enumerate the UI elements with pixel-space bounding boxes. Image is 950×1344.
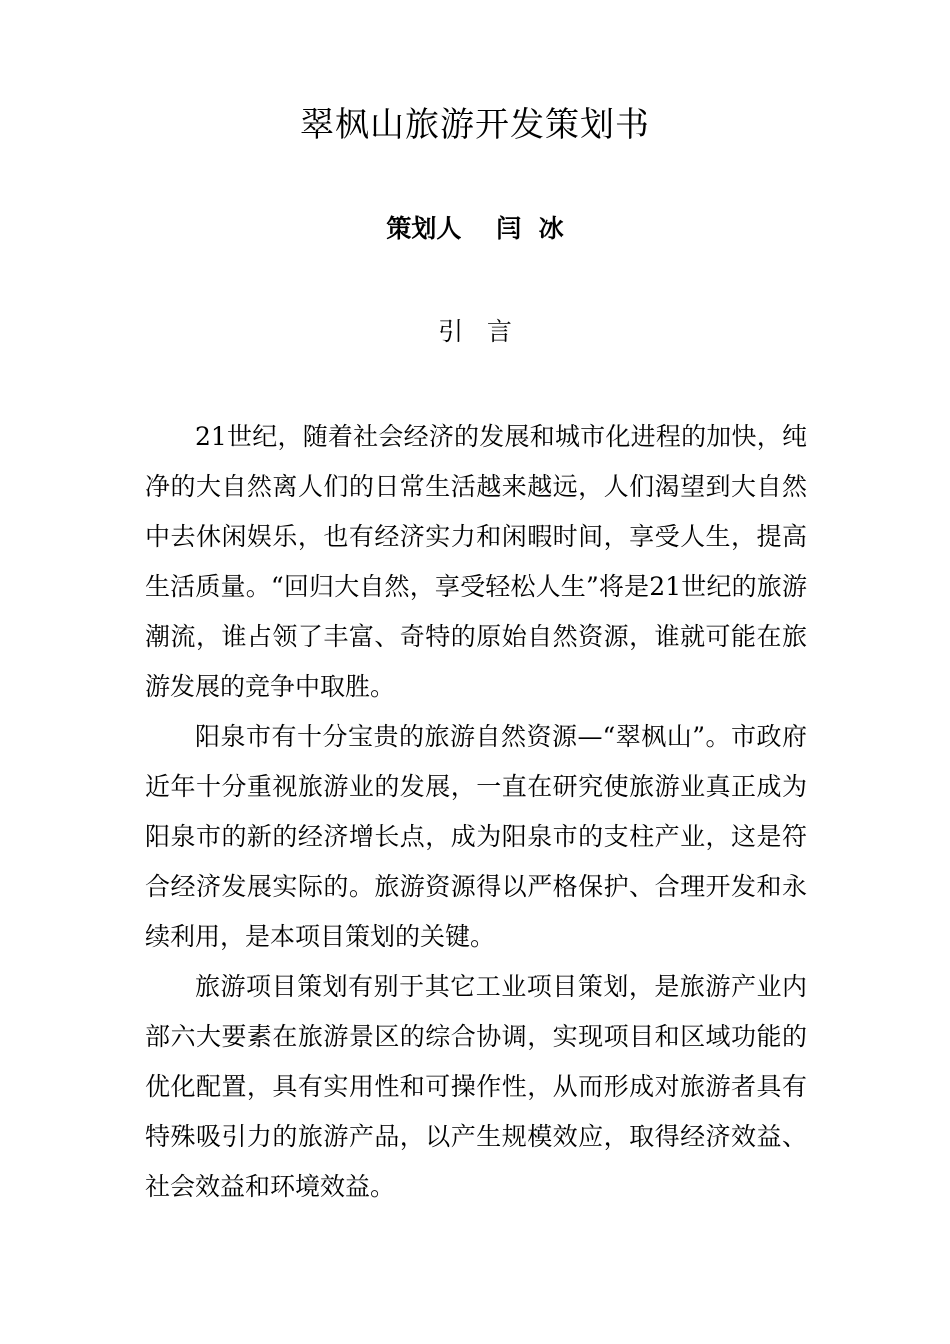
- author-byline: 策划人 闫 冰: [386, 214, 564, 243]
- document-title: 翠枫山旅游开发策划书: [300, 105, 650, 145]
- section-heading-introduction: 引 言: [438, 317, 512, 346]
- document-body: [145, 412, 807, 1212]
- paragraph: 21世纪，随着社会经济的发展和城市化进程的加快，纯净的大自然离人们的日常生活越来越远，人们渴望到大自然中去休闲娱乐，也有经济实力和闲暇时间，享受人生，提高生活质量。“回归大自然，享受轻松人生”将是21世纪的旅游潮流，谁占领了丰富、奇特的原始自然资源，谁就可能在旅游发展的竞争中取胜。: [145, 422, 807, 701]
- paragraph: 旅游项目策划有别于其它工业项目策划，是旅游产业内部六大要素在旅游景区的综合协调，实现项目和区域功能的优化配置，具有实用性和可操作性，从而形成对旅游者具有特殊吸引力的旅游产品，以产生规模效应，取得经济效益、社会效益和环境效益。: [145, 972, 807, 1201]
- paragraph: 阳泉市有十分宝贵的旅游自然资源—“翠枫山”。市政府近年十分重视旅游业的发展，一直在研究使旅游业真正成为阳泉市的新的经济增长点，成为阳泉市的支柱产业，这是符合经济发展实际的。旅游资源得以严格保护、合理开发和永续利用，是本项目策划的关键。: [145, 722, 807, 951]
